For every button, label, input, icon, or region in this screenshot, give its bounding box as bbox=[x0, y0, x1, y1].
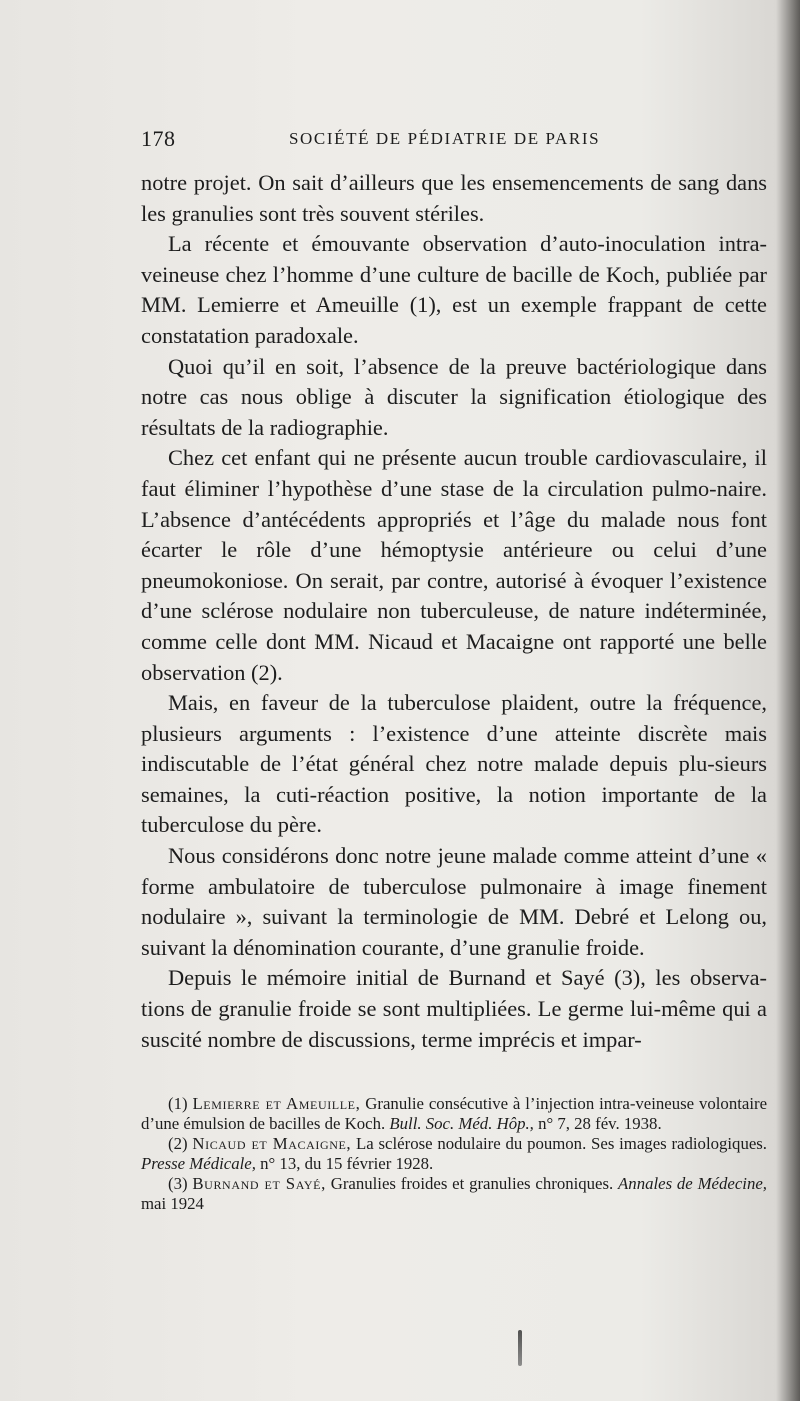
paragraph: Nous considérons donc notre jeune malade comme atteint d’une « forme ambulatoire de tuberculose pulmonaire à image finement nodulaire », suivant la terminologie de MM. Debré et Lelong ou, suivant la dénomination courante, d’une granulie froide. bbox=[141, 843, 767, 960]
paragraph: Mais, en faveur de la tuberculose plaident, outre la fréquence, plusieurs arguments : l’existence d’une atteinte discrète mais indiscutable de l’état général chez notre malade depuis plu-sieurs semaines, la cuti-réaction positive, la notion importante de la tuberculose du père. bbox=[141, 690, 767, 838]
footnote-journal: Bull. Soc. Méd. Hôp., bbox=[389, 1114, 534, 1133]
footnote-authors: Nicaud et Macaigne, bbox=[192, 1134, 352, 1153]
paragraph: Depuis le mémoire initial de Burnand et Sayé (3), les observa-tions de granulie froide se sont multipliées. Le germe lui-même qui a suscité nombre de discussions, terme imprécis et impar- bbox=[141, 965, 767, 1052]
footnote-number: (2) bbox=[168, 1134, 188, 1153]
footnote-journal: Annales de Médecine, bbox=[618, 1174, 767, 1193]
footnote-authors: Burnand et Sayé, bbox=[192, 1174, 326, 1193]
page-number: 178 bbox=[141, 126, 176, 151]
footnote bbox=[141, 1094, 767, 1134]
footnote bbox=[141, 1174, 767, 1214]
ink-mark bbox=[518, 1330, 522, 1366]
running-title: SOCIÉTÉ DE PÉDIATRIE DE PARIS bbox=[289, 129, 601, 148]
footnote-details: n° 7, 28 fév. 1938. bbox=[538, 1114, 662, 1133]
footnote-text: Granulies froides et granulies chroniques. bbox=[330, 1174, 614, 1193]
footnote-number: (1) bbox=[168, 1094, 188, 1113]
footnote-journal: Presse Médicale, bbox=[141, 1154, 256, 1173]
page-header bbox=[141, 126, 767, 160]
footnotes bbox=[141, 1094, 767, 1214]
paragraph: Quoi qu’il en soit, l’absence de la preuve bactériologique dans notre cas nous oblige à discuter la signification étiologique des résultats de la radiographie. bbox=[141, 353, 767, 440]
footnote-number: (3) bbox=[168, 1174, 188, 1193]
footnote bbox=[141, 1134, 767, 1174]
footnote-authors: Lemierre et Ameuille, bbox=[192, 1094, 361, 1113]
footnote-details: mai 1924 bbox=[141, 1194, 204, 1213]
footnote-details: n° 13, du 15 février 1928. bbox=[260, 1154, 434, 1173]
paragraph: La récente et émouvante observation d’auto-inoculation intra-veineuse chez l’homme d’une culture de bacille de Koch, publiée par MM. Lemierre et Ameuille (1), est un exemple frappant de cette constatation paradoxale. bbox=[141, 231, 767, 348]
footnote-text: La sclérose nodulaire du poumon. Ses images radiologiques. bbox=[356, 1134, 768, 1153]
body-text bbox=[141, 168, 767, 1055]
paragraph: notre projet. On sait d’ailleurs que les ensemencements de sang dans les granulies sont très souvent stériles. bbox=[141, 170, 767, 226]
footnote-text: Granulie consécutive à l’injection intra-veineuse volontaire d’une émulsion de bacilles de Koch. bbox=[141, 1094, 768, 1133]
paragraph: Chez cet enfant qui ne présente aucun trouble cardiovasculaire, il faut éliminer l’hypothèse d’une stase de la circulation pulmo-naire. L’absence d’antécédents appropriés et l’âge du malade nous font écarter le rôle d’une hémoptysie antérieure ou celui d’une pneumokoniose. On serait, par contre, autorisé à évoquer l’existence d’une sclérose nodulaire non tuberculeuse, de nature indéterminée, comme celle dont MM. Nicaud et Macaigne ont rapporté une belle observation (2). bbox=[141, 445, 767, 685]
